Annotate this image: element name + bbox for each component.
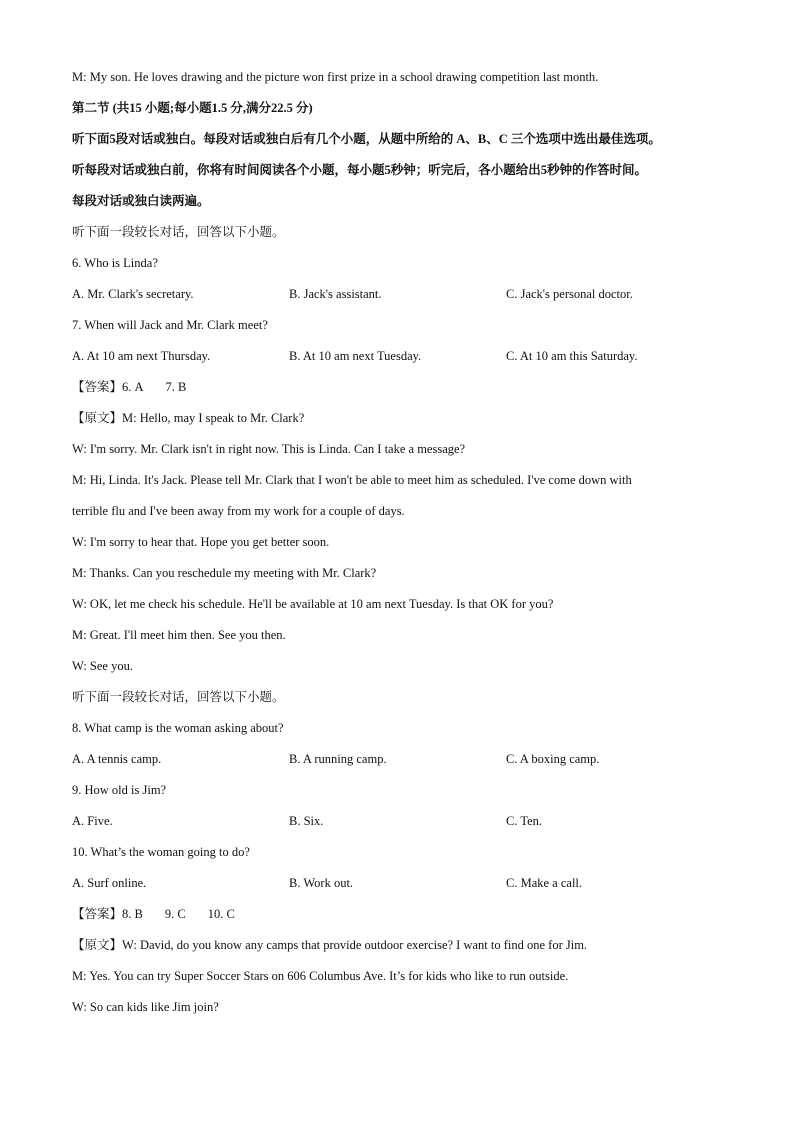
option-c: C. A boxing camp. [506, 752, 600, 766]
option-a: A. Mr. Clark's secretary. [72, 287, 194, 301]
dialogue-line: W: David, do you know any camps that provide outdoor exercise? I want to find one for Jim. [122, 938, 588, 952]
question-7: 7. When will Jack and Mr. Clark meet? [72, 318, 268, 332]
option-c: C. Ten. [506, 814, 543, 828]
transcript-tag: 【原文】 [72, 938, 123, 952]
listening-prompt: 听下面一段较长对话，回答以下小题。 [72, 690, 285, 704]
dialogue-line: M: Thanks. Can you reschedule my meeting with Mr. Clark? [72, 566, 377, 580]
question-8-options [72, 744, 732, 775]
listening-prompt: 听下面一段较长对话，回答以下小题。 [72, 225, 285, 239]
answer-item: 10. C [207, 907, 235, 921]
option-c: C. At 10 am this Saturday. [506, 349, 638, 363]
dialogue-line: M: My son. He loves drawing and the picture won first prize in a school drawing competition last month. [72, 70, 599, 84]
instructions-line-3: 每段对话或独白读两遍。 [72, 194, 210, 208]
question-6-options [72, 279, 732, 310]
answer-item: 7. B [165, 380, 187, 394]
answer-item: 9. C [164, 907, 186, 921]
question-8: 8. What camp is the woman asking about? [72, 721, 284, 735]
option-a: A. At 10 am next Thursday. [72, 349, 211, 363]
question-10: 10. What’s the woman going to do? [72, 845, 250, 859]
transcript-start [72, 403, 732, 434]
option-b: B. Six. [289, 814, 324, 828]
question-10-options [72, 868, 732, 899]
dialogue-line: W: See you. [72, 659, 133, 673]
option-a: A. Surf online. [72, 876, 147, 890]
answer-tag: 【答案】 [72, 380, 123, 394]
transcript-tag: 【原文】 [72, 411, 123, 425]
dialogue-line: M: Hello, may I speak to Mr. Clark? [122, 411, 305, 425]
answer-item: 8. B [122, 907, 143, 921]
option-c: C. Make a call. [506, 876, 583, 890]
question-6: 6. Who is Linda? [72, 256, 158, 270]
dialogue-line: W: I'm sorry to hear that. Hope you get better soon. [72, 535, 330, 549]
transcript-start [72, 930, 732, 961]
option-a: A. A tennis camp. [72, 752, 162, 766]
section-heading: 第二节 (共15 小题;每小题1.5 分,满分22.5 分) [72, 101, 313, 115]
option-b: B. Work out. [289, 876, 354, 890]
dialogue-line: terrible flu and I've been away from my work for a couple of days. [72, 504, 405, 518]
dialogue-line: M: Hi, Linda. It's Jack. Please tell Mr. Clark that I won't be able to meet him as scheduled. I've come down with [72, 473, 632, 487]
option-b: B. A running camp. [289, 752, 387, 766]
instructions-line-1: 听下面5段对话或独白。每段对话或独白后有几个小题，从题中所给的 A、B、C 三个选项中选出最佳选项。 [72, 132, 661, 146]
answer-tag: 【答案】 [72, 907, 123, 921]
option-b: B. Jack's assistant. [289, 287, 382, 301]
answer-line [72, 899, 732, 930]
instructions-line-2: 听每段对话或独白前，你将有时间阅读各个小题，每小题5秒钟；听完后，各小题给出5秒钟的作答时间。 [72, 163, 648, 177]
question-9-options [72, 806, 732, 837]
answer-item: 6. A [122, 380, 144, 394]
dialogue-line: W: So can kids like Jim join? [72, 1000, 219, 1014]
option-b: B. At 10 am next Tuesday. [289, 349, 422, 363]
option-c: C. Jack's personal doctor. [506, 287, 633, 301]
option-a: A. Five. [72, 814, 113, 828]
question-9: 9. How old is Jim? [72, 783, 167, 797]
dialogue-line: M: Yes. You can try Super Soccer Stars on 606 Columbus Ave. It’s for kids who like to run outside. [72, 969, 569, 983]
question-7-options [72, 341, 732, 372]
document-page [72, 62, 732, 1023]
answer-line [72, 372, 732, 403]
dialogue-line: W: OK, let me check his schedule. He'll be available at 10 am next Tuesday. Is that OK for you? [72, 597, 554, 611]
dialogue-line: W: I'm sorry. Mr. Clark isn't in right now. This is Linda. Can I take a message? [72, 442, 466, 456]
dialogue-line: M: Great. I'll meet him then. See you then. [72, 628, 286, 642]
